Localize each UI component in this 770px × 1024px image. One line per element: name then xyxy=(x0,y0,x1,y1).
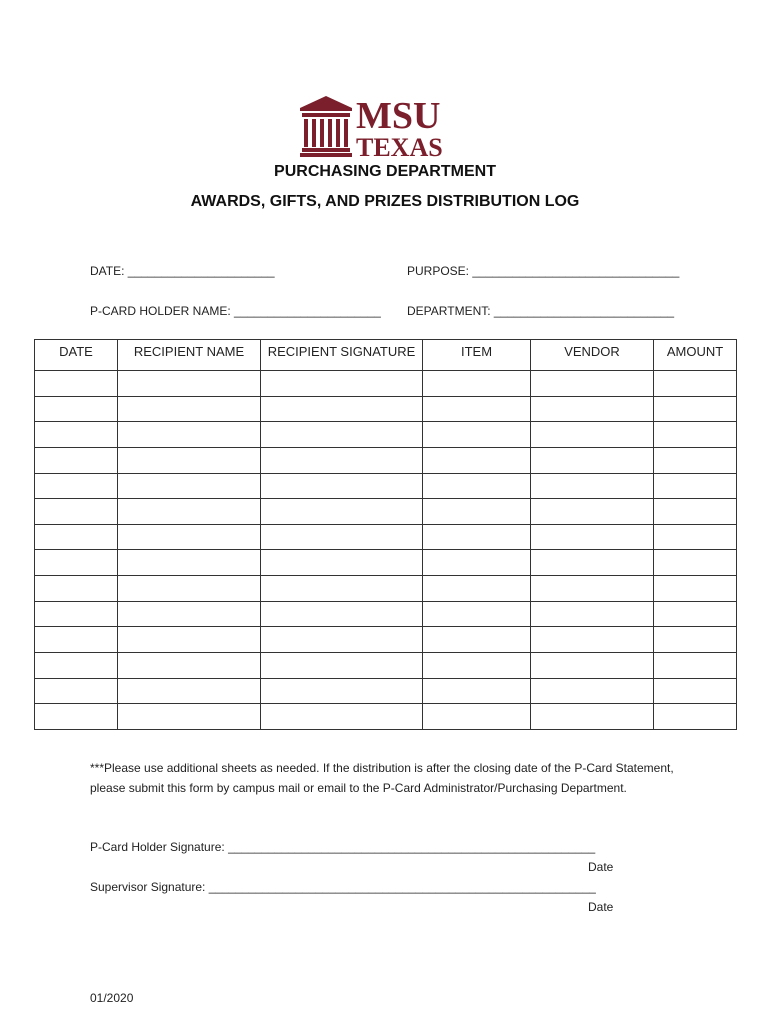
table-cell[interactable] xyxy=(423,447,531,473)
table-cell[interactable] xyxy=(531,576,654,602)
table-cell[interactable] xyxy=(261,473,423,499)
table-cell[interactable] xyxy=(423,371,531,397)
table-row xyxy=(35,371,737,397)
table-row xyxy=(35,550,737,576)
table-cell[interactable] xyxy=(118,396,261,422)
table-cell[interactable] xyxy=(118,678,261,704)
table-cell[interactable] xyxy=(423,576,531,602)
table-cell[interactable] xyxy=(531,524,654,550)
table-cell[interactable] xyxy=(423,678,531,704)
table-cell[interactable] xyxy=(423,473,531,499)
table-cell[interactable] xyxy=(654,473,737,499)
table-cell[interactable] xyxy=(35,396,118,422)
table-cell[interactable] xyxy=(118,601,261,627)
table-body xyxy=(35,371,737,730)
table-cell[interactable] xyxy=(654,653,737,679)
table-cell[interactable] xyxy=(654,447,737,473)
table-row xyxy=(35,396,737,422)
table-cell[interactable] xyxy=(35,422,118,448)
page-subtitle: AWARDS, GIFTS, AND PRIZES DISTRIBUTION LOG xyxy=(190,193,580,210)
pcard-holder-date-label: Date xyxy=(588,860,614,874)
table-cell[interactable] xyxy=(118,473,261,499)
table-cell[interactable] xyxy=(531,473,654,499)
column-header-recipient-name: RECIPIENT NAME xyxy=(118,340,261,371)
table-cell[interactable] xyxy=(35,704,118,730)
table-cell[interactable] xyxy=(423,524,531,550)
table-cell[interactable] xyxy=(118,627,261,653)
table-cell[interactable] xyxy=(654,704,737,730)
column-header-item: ITEM xyxy=(423,340,531,371)
table-cell[interactable] xyxy=(654,678,737,704)
msu-texas-logo-graphic xyxy=(298,94,468,160)
table-row xyxy=(35,473,737,499)
table-cell[interactable] xyxy=(118,499,261,525)
table-cell[interactable] xyxy=(118,524,261,550)
table-cell[interactable] xyxy=(654,576,737,602)
table-cell[interactable] xyxy=(654,601,737,627)
table-row xyxy=(35,422,737,448)
date-field[interactable]: DATE: ______________________ xyxy=(90,264,275,278)
logo-line-2: TEXAS xyxy=(356,133,443,160)
table-cell[interactable] xyxy=(423,601,531,627)
table-cell[interactable] xyxy=(35,371,118,397)
table-cell[interactable] xyxy=(423,422,531,448)
table-cell[interactable] xyxy=(654,396,737,422)
table-cell[interactable] xyxy=(35,473,118,499)
table-cell[interactable] xyxy=(261,499,423,525)
table-cell[interactable] xyxy=(261,576,423,602)
table-cell[interactable] xyxy=(654,550,737,576)
table-cell[interactable] xyxy=(423,704,531,730)
supervisor-signature-line[interactable]: Supervisor Signature: __________________________________________________________ xyxy=(90,880,596,894)
table-cell[interactable] xyxy=(531,678,654,704)
page-title: PURCHASING DEPARTMENT xyxy=(274,163,496,180)
table-cell[interactable] xyxy=(118,576,261,602)
table-cell[interactable] xyxy=(654,524,737,550)
table-cell[interactable] xyxy=(261,704,423,730)
table-cell[interactable] xyxy=(261,627,423,653)
table-cell[interactable] xyxy=(423,653,531,679)
table-cell[interactable] xyxy=(35,550,118,576)
table-cell[interactable] xyxy=(118,371,261,397)
table-cell[interactable] xyxy=(35,447,118,473)
table-cell[interactable] xyxy=(118,422,261,448)
table-cell[interactable] xyxy=(261,601,423,627)
revision-date: 01/2020 xyxy=(90,991,134,1005)
logo-line-1: MSU xyxy=(356,95,441,137)
table-cell[interactable] xyxy=(261,447,423,473)
column-header-date: DATE xyxy=(35,340,118,371)
pcard-holder-name-field[interactable]: P-CARD HOLDER NAME: ______________________ xyxy=(90,304,381,318)
table-cell[interactable] xyxy=(261,653,423,679)
table-row xyxy=(35,653,737,679)
table-cell[interactable] xyxy=(261,524,423,550)
table-row xyxy=(35,627,737,653)
table-row xyxy=(35,576,737,602)
pcard-holder-signature-line[interactable]: P-Card Holder Signature: _______________________________________________________ xyxy=(90,840,596,854)
table-cell[interactable] xyxy=(118,704,261,730)
table-header-row xyxy=(35,340,737,371)
table-cell[interactable] xyxy=(531,627,654,653)
table-cell[interactable] xyxy=(531,601,654,627)
building-icon xyxy=(300,96,352,157)
table-cell[interactable] xyxy=(423,499,531,525)
department-field[interactable]: DEPARTMENT: ___________________________ xyxy=(407,304,675,318)
msu-texas-logo xyxy=(298,94,468,160)
table-cell[interactable] xyxy=(35,678,118,704)
table-row xyxy=(35,524,737,550)
table-cell[interactable] xyxy=(261,422,423,448)
table-cell[interactable] xyxy=(654,371,737,397)
table-cell[interactable] xyxy=(261,550,423,576)
table-cell[interactable] xyxy=(531,653,654,679)
table-cell[interactable] xyxy=(531,499,654,525)
table-cell[interactable] xyxy=(531,550,654,576)
column-header-vendor: VENDOR xyxy=(531,340,654,371)
table-row xyxy=(35,601,737,627)
distribution-log-table xyxy=(34,339,737,730)
table-cell[interactable] xyxy=(423,396,531,422)
table-cell[interactable] xyxy=(35,576,118,602)
table-cell[interactable] xyxy=(35,499,118,525)
table-cell[interactable] xyxy=(531,422,654,448)
instructions-note: ***Please use additional sheets as needed. If the distribution is after the closing date of the P-Card Statement, please submit this form by campus mail or email to the P-Card Administrator/Purchasing Department. xyxy=(90,761,674,795)
table-cell[interactable] xyxy=(654,627,737,653)
table-row xyxy=(35,678,737,704)
table-cell[interactable] xyxy=(118,447,261,473)
table-cell[interactable] xyxy=(118,653,261,679)
column-header-amount: AMOUNT xyxy=(654,340,737,371)
table-row xyxy=(35,499,737,525)
purpose-field[interactable]: PURPOSE: _______________________________ xyxy=(407,264,680,278)
table-cell[interactable] xyxy=(423,627,531,653)
table-cell[interactable] xyxy=(35,627,118,653)
supervisor-date-label: Date xyxy=(588,900,614,914)
table-cell[interactable] xyxy=(261,371,423,397)
table-cell[interactable] xyxy=(531,447,654,473)
table-cell[interactable] xyxy=(261,678,423,704)
table-cell[interactable] xyxy=(531,371,654,397)
table-row xyxy=(35,704,737,730)
table-row xyxy=(35,447,737,473)
table-cell[interactable] xyxy=(35,524,118,550)
table-cell[interactable] xyxy=(531,704,654,730)
table-cell[interactable] xyxy=(654,422,737,448)
table-cell[interactable] xyxy=(261,396,423,422)
table-cell[interactable] xyxy=(423,550,531,576)
column-header-recipient-signature: RECIPIENT SIGNATURE xyxy=(261,340,423,371)
table-cell[interactable] xyxy=(531,396,654,422)
table-cell[interactable] xyxy=(118,550,261,576)
table-cell[interactable] xyxy=(35,601,118,627)
table-cell[interactable] xyxy=(654,499,737,525)
table-cell[interactable] xyxy=(35,653,118,679)
